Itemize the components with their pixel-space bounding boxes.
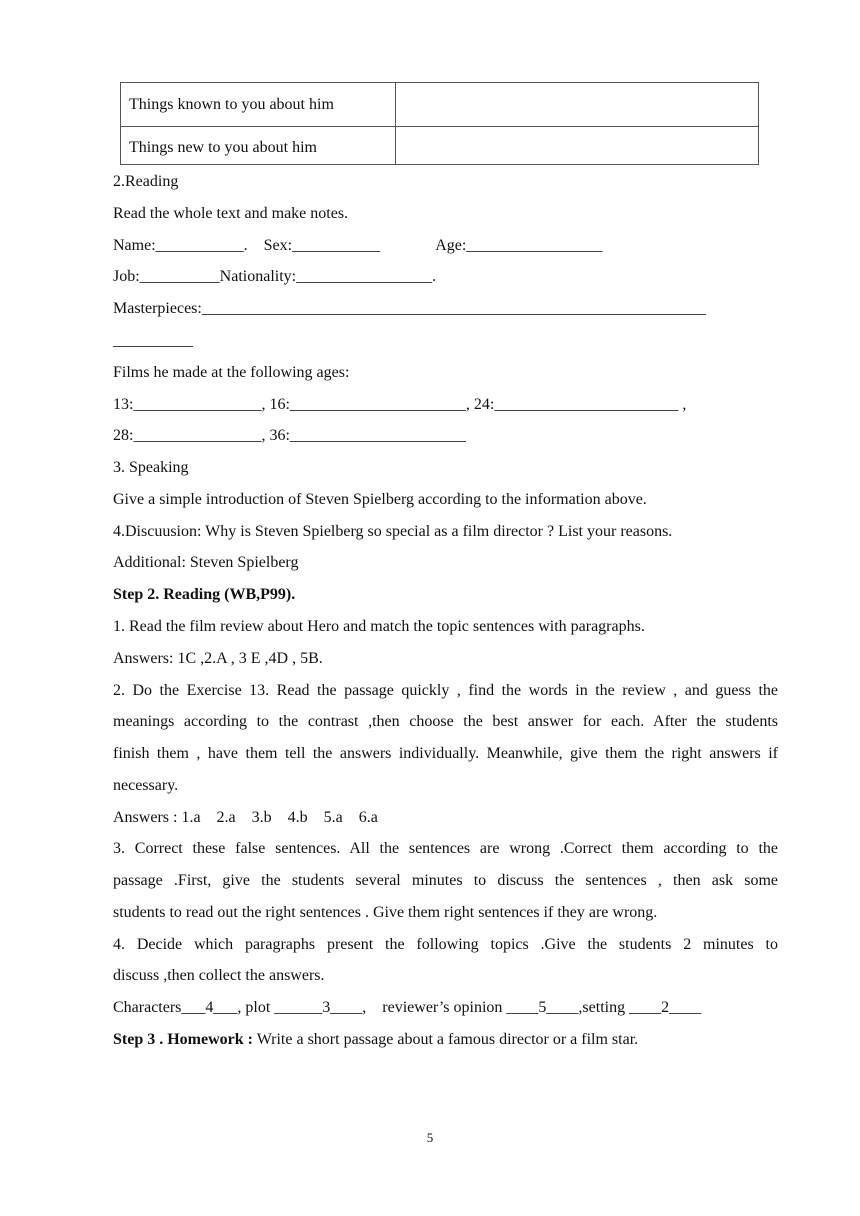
masterpieces-continuation: __________ [113,332,193,349]
step2-heading: Step 2. Reading (WB,P99). [113,586,296,603]
step2-item2-line3: finish them , have them tell the answers individually. Meanwhile, give them the right answers if [113,745,778,762]
reading-instruction: Read the whole text and make notes. [113,205,349,222]
job-nationality-line: Job:__________Nationality:_________________. [113,268,437,285]
step2-item1: 1. Read the film review about Hero and match the topic sentences with paragraphs. [113,618,645,635]
page-number: 5 [426,1130,434,1145]
additional-line: Additional: Steven Spielberg [113,554,299,571]
info-table [120,82,759,165]
step2-item2-line4: necessary. [113,777,179,794]
step2-item2-line2: meanings according to the contrast ,then choose the best answer for each. After the students [113,713,778,730]
masterpieces-line: Masterpieces:_______________________________________________________________ [113,300,706,317]
table-row [121,83,759,127]
discussion-line: 4.Discuusion: Why is Steven Spielberg so special as a film director ? List your reasons. [113,523,673,540]
step2-answers1: Answers: 1C ,2.A , 3 E ,4D , 5B. [113,650,323,667]
table-cell-new-label: Things new to you about him [121,127,396,165]
table-row [121,127,759,165]
step3-line [113,1030,638,1050]
table-cell-known-value[interactable] [396,83,759,127]
reading-heading: 2.Reading [113,173,179,190]
step2-item3-line1: 3. Correct these false sentences. All the sentences are wrong .Correct them according to the [113,840,778,857]
step3-heading: Step 3 . Homework : [113,1031,253,1048]
step2-item4-line1: 4. Decide which paragraphs present the following topics .Give the students 2 minutes to [113,936,778,953]
step2-answers2: Answers : 1.a 2.a 3.b 4.b 5.a 6.a [113,809,378,826]
step2-item3-line3: students to read out the right sentences . Give them right sentences if they are wrong. [113,904,658,921]
table-cell-known-label: Things known to you about him [121,83,396,127]
name-sex-age-line: Name:___________. Sex:___________ Age:_________________ [113,237,603,254]
speaking-heading: 3. Speaking [113,459,189,476]
table-cell-new-value[interactable] [396,127,759,165]
step2-item4-line2: discuss ,then collect the answers. [113,967,325,984]
ages-line-1: 13:________________, 16:______________________, 24:_______________________ , [113,396,687,413]
step3-text: Write a short passage about a famous director or a film star. [252,1031,639,1048]
step2-item3-line2: passage .First, give the students several minutes to discuss the sentences , then ask some [113,872,778,889]
step2-item2-line1: 2. Do the Exercise 13. Read the passage quickly , find the words in the review , and guess the [113,682,778,699]
speaking-instruction: Give a simple introduction of Steven Spielberg according to the information above. [113,491,647,508]
step2-item4-line3: Characters___4___, plot ______3____, reviewer’s opinion ____5____,setting ____2____ [113,999,702,1016]
ages-line-2: 28:________________, 36:______________________ [113,427,466,444]
films-intro: Films he made at the following ages: [113,364,350,381]
